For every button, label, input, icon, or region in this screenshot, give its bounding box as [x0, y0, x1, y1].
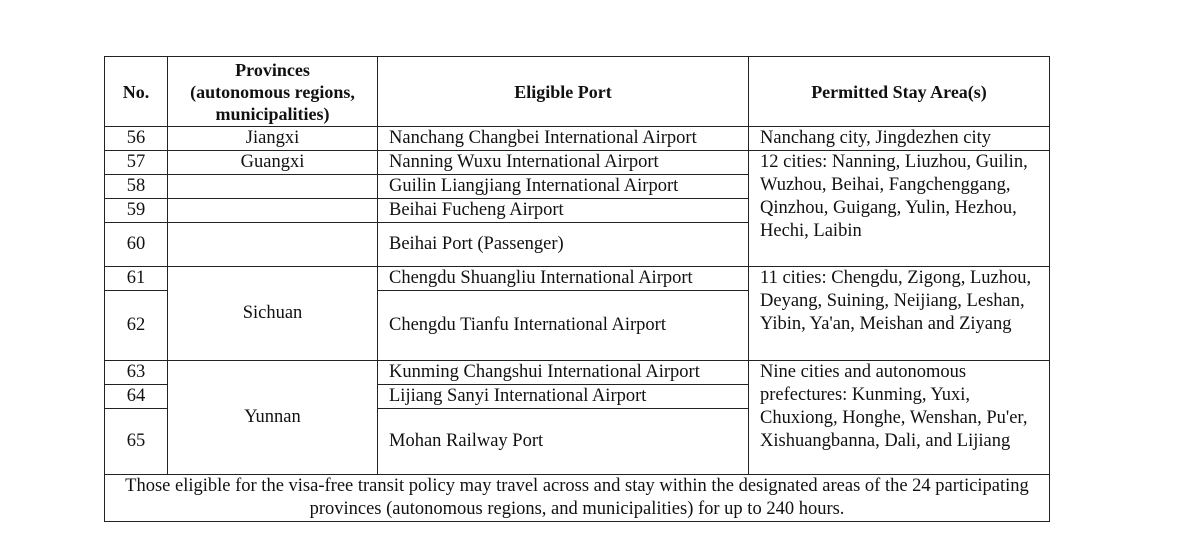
port-cell: Beihai Port (Passenger) [378, 223, 749, 267]
row-number: 65 [105, 409, 168, 475]
row-number: 60 [105, 223, 168, 267]
port-cell: Lijiang Sanyi International Airport [378, 385, 749, 409]
row-number: 59 [105, 199, 168, 223]
table-row [105, 127, 1050, 151]
province-cell-empty [168, 175, 378, 199]
row-number: 62 [105, 291, 168, 361]
table-row [105, 361, 1050, 385]
stay-area-cell: Nanchang city, Jingdezhen city [749, 127, 1050, 151]
row-number: 63 [105, 361, 168, 385]
visa-free-ports-table [104, 56, 1050, 522]
row-number: 57 [105, 151, 168, 175]
row-number: 61 [105, 267, 168, 291]
header-eligible-port: Eligible Port [378, 57, 749, 127]
stay-area-cell: 12 cities: Nanning, Liuzhou, Guilin, Wuzhou, Beihai, Fangchenggang, Qinzhou, Guigang, Yulin, Hezhou, Hechi, Laibin [749, 151, 1050, 267]
stay-area-cell: Nine cities and autonomous prefectures: Kunming, Yuxi, Chuxiong, Honghe, Wenshan, Pu'er, Xishuangbanna, Dali, and Lijiang [749, 361, 1050, 475]
footer-row [105, 475, 1050, 522]
province-cell-empty [168, 199, 378, 223]
header-row [105, 57, 1050, 127]
row-number: 64 [105, 385, 168, 409]
header-provinces-line3: municipalities) [215, 103, 330, 124]
port-cell: Kunming Changshui International Airport [378, 361, 749, 385]
port-cell: Chengdu Shuangliu International Airport [378, 267, 749, 291]
port-cell: Beihai Fucheng Airport [378, 199, 749, 223]
header-permitted-stay-area: Permitted Stay Area(s) [749, 57, 1050, 127]
port-cell: Nanning Wuxu International Airport [378, 151, 749, 175]
port-cell: Chengdu Tianfu International Airport [378, 291, 749, 361]
port-cell: Mohan Railway Port [378, 409, 749, 475]
province-cell-empty [168, 223, 378, 267]
footer-note: Those eligible for the visa-free transit policy may travel across and stay within the designated areas of the 24 participating provinces (autonomous regions, and municipalities) for up to 240 hours. [105, 475, 1050, 522]
row-number: 56 [105, 127, 168, 151]
province-cell: Jiangxi [168, 127, 378, 151]
province-cell: Sichuan [168, 267, 378, 361]
table-row [105, 267, 1050, 291]
header-provinces [168, 57, 378, 127]
port-cell: Guilin Liangjiang International Airport [378, 175, 749, 199]
port-cell: Nanchang Changbei International Airport [378, 127, 749, 151]
stay-area-cell: 11 cities: Chengdu, Zigong, Luzhou, Deyang, Suining, Neijiang, Leshan, Yibin, Ya'an, Meishan and Ziyang [749, 267, 1050, 361]
province-cell: Guangxi [168, 151, 378, 175]
header-provinces-line2: (autonomous regions, [190, 81, 355, 102]
header-no: No. [105, 57, 168, 127]
header-provinces-line1: Provinces [235, 59, 310, 80]
province-cell: Yunnan [168, 361, 378, 475]
table-row [105, 151, 1050, 175]
row-number: 58 [105, 175, 168, 199]
